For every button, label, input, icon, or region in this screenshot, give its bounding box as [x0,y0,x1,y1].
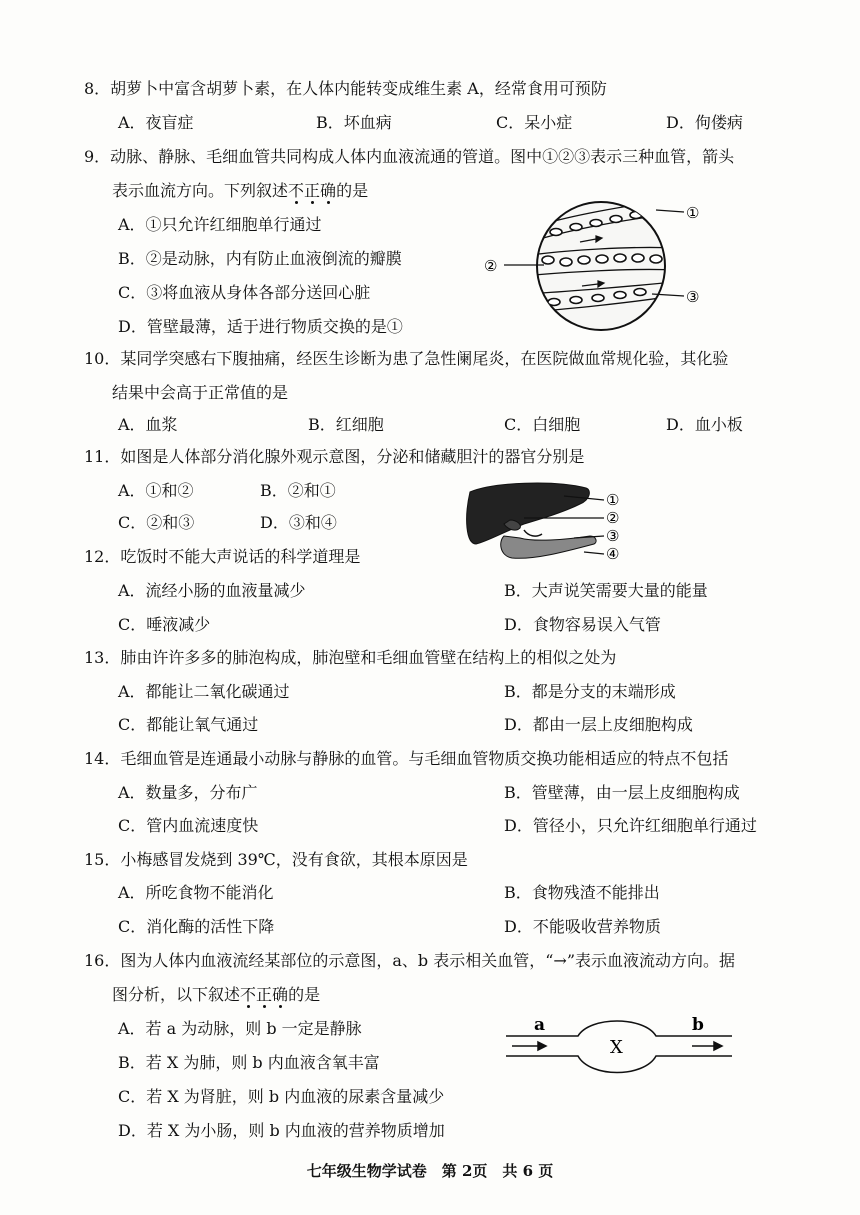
vessel-label-3: ③ [686,288,700,306]
q16-option-a: A．若 a 为动脉，则 b 一定是静脉 [118,1019,362,1038]
q15-option-c: C．消化酶的活性下降 [118,917,275,936]
q9-stem-line2: 表示血流方向。下列叙述不正确的是 [112,181,369,200]
q8-option-c: C．呆小症 [496,113,573,132]
q12-option-c: C．唾液减少 [118,615,211,634]
q13-option-b: B．都是分支的末端形成 [504,682,676,701]
blood-flow-figure [500,1012,740,1092]
digestive-glands-figure [464,478,644,568]
q13-option-d: D．都由一层上皮细胞构成 [504,715,693,734]
q16-stem-line1: 16．图为人体内血液流经某部位的示意图，a、b 表示相关血管，“→”表示血液流动方向。据 [84,951,735,970]
q16-option-d: D．若 X 为小肠，则 b 内血液的营养物质增加 [118,1121,445,1140]
q13-option-c: C．都能让氧气通过 [118,715,259,734]
q8-option-b: B．坏血病 [316,113,392,132]
q9-option-a: A．①只允许红细胞单行通过 [118,215,322,234]
q10-stem-line2: 结果中会高于正常值的是 [112,383,289,402]
q13-option-a: A．都能让二氧化碳通过 [118,682,290,701]
gland-label-1: ① [606,491,620,509]
q11-option-c: C．②和③ [118,513,195,532]
q14-option-d: D．管径小，只允许红细胞单行通过 [504,816,757,835]
q15-option-b: B．食物残渣不能排出 [504,883,660,902]
vessel-label-1: ① [686,204,700,222]
gland-label-2: ② [606,509,620,527]
q11-option-a: A．①和② [118,481,194,500]
q9-option-c: C．③将血液从身体各部分送回心脏 [118,283,371,302]
q11-stem: 11．如图是人体部分消化腺外观示意图，分泌和储藏胆汁的器官分别是 [84,447,585,466]
q9-option-d: D．管壁最薄，适于进行物质交换的是① [118,317,403,336]
q16-option-c: C．若 X 为肾脏，则 b 内血液的尿素含量减少 [118,1087,445,1106]
q16-option-b: B．若 X 为肺，则 b 内血液含氧丰富 [118,1053,380,1072]
q12-stem: 12．吃饭时不能大声说话的科学道理是 [84,547,361,566]
q9-stem-line1: 9．动脉、静脉、毛细血管共同构成人体内血液流通的管道。图中①②③表示三种血管，箭头 [84,147,735,166]
q10-option-d: D．血小板 [666,415,743,434]
q15-stem: 15．小梅感冒发烧到 39℃，没有食欲，其根本原因是 [84,850,468,869]
q14-stem: 14．毛细血管是连通最小动脉与静脉的血管。与毛细血管物质交换功能相适应的特点不包括 [84,749,729,768]
page-footer: 七年级生物学试卷 第 2页 共 6 页 [306,1162,554,1180]
q10-option-a: A．血浆 [118,415,178,434]
gland-label-3: ③ [606,527,620,545]
gland-label-4: ④ [606,545,620,563]
q12-option-d: D．食物容易误入气管 [504,615,661,634]
vessel-a-label: a [534,1015,546,1035]
q16-stem-line2: 图分析，以下叙述不正确的是 [112,985,321,1004]
vessel-label-2: ② [484,257,498,275]
q11-option-d: D．③和④ [260,513,337,532]
q15-option-d: D．不能吸收营养物质 [504,917,661,936]
q10-option-b: B．红细胞 [308,415,384,434]
q8-option-d: D．佝偻病 [666,113,743,132]
q14-option-b: B．管壁薄，由一层上皮细胞构成 [504,783,740,802]
q12-option-b: B．大声说笑需要大量的能量 [504,581,708,600]
q8-option-a: A．夜盲症 [118,113,194,132]
q8-stem: 8．胡萝卜中富含胡萝卜素，在人体内能转变成维生素 A，经常食用可预防 [84,79,607,98]
q9-option-b: B．②是动脉，内有防止血液倒流的瓣膜 [118,249,402,268]
q12-option-a: A．流经小肠的血液量减少 [118,581,306,600]
q15-option-a: A．所吃食物不能消化 [118,883,274,902]
vessel-b-label: b [692,1015,704,1035]
organ-x-label: X [610,1037,623,1058]
q14-option-a: A．数量多，分布广 [118,783,258,802]
q10-option-c: C．白细胞 [504,415,581,434]
q11-option-b: B．②和① [260,481,336,500]
blood-vessel-figure [484,190,714,340]
q14-option-c: C．管内血流速度快 [118,816,259,835]
q13-stem: 13．肺由许许多多的肺泡构成，肺泡壁和毛细血管壁在结构上的相似之处为 [84,648,617,667]
q10-stem-line1: 10．某同学突感右下腹抽痛，经医生诊断为患了急性阑尾炎，在医院做血常规化验，其化验 [84,349,729,368]
